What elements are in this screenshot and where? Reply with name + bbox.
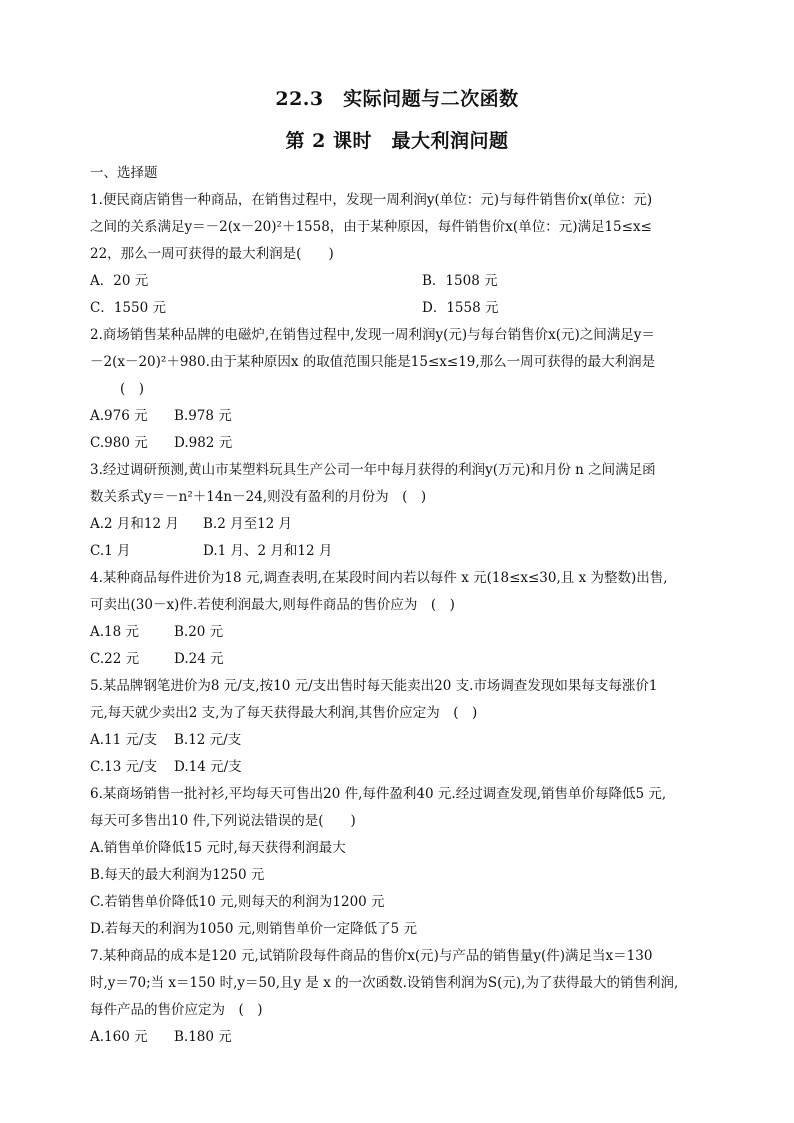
question-text-line: 时,y＝70;当 x＝150 时,y＝50,且y 是 x 的一次函数.设销售利润为S(元),为了获得最大的销售利润, [90, 975, 679, 991]
option-d: D.24 元 [174, 651, 224, 667]
option-a: A．20 元 [90, 273, 149, 289]
question-text-line: 每件产品的售价应定为 ( ) [90, 1002, 263, 1018]
option-a: A.18 元 [90, 624, 140, 640]
question-text-line: 之间的关系满足y＝－2(x－20)²＋1558，由于某种原因，每件销售价x(单位：元)满足15≤x≤ [90, 219, 652, 235]
question-text-line: 6.某商场销售一批衬衫,平均每天可售出20 件,每件盈利40 元.经过调查发现,销售单价每降低5 元, [90, 786, 667, 802]
options-row [90, 538, 704, 565]
option-b: B.978 元 [174, 408, 232, 424]
option-d: D．1558 元 [422, 300, 499, 316]
question-4 [90, 565, 704, 673]
question-text-line: 4.某种商品每件进价为18 元,调查表明,在某段时间内若以每件 x 元(18≤x≤30,且 x 为整数)出售, [90, 570, 668, 586]
question-text-line: 1.便民商店销售一种商品，在销售过程中，发现一周利润y(单位：元)与每件销售价x(单位：元) [90, 192, 653, 208]
question-3 [90, 457, 704, 565]
question-text-line: －2(x－20)²＋980.由于某种原因x 的取值范围只能是15≤x≤19,那么一周可获得的最大利润是 [90, 354, 656, 370]
options-row [90, 754, 704, 781]
options-row [90, 1024, 704, 1051]
option-c: C.13 元/支 [90, 759, 158, 775]
option-b: B.12 元/支 [174, 732, 242, 748]
question-text-line: 5.某品牌钢笔进价为8 元/支,按10 元/支出售时每天能卖出20 支.市场调查发现如果每支每涨价1 [90, 678, 658, 694]
option-a: A.2 月和12 月 [90, 516, 179, 532]
question-2 [90, 322, 704, 457]
question-6 [90, 781, 704, 943]
lesson-title: 22.3 实际问题与二次函数 [275, 88, 519, 110]
options-row [90, 268, 704, 295]
option-a: A.销售单价降低15 元时,每天获得利润最大 [90, 840, 346, 856]
option-d: D.14 元/支 [174, 759, 242, 775]
option-b: B.180 元 [174, 1029, 232, 1045]
question-text-line: 每天可多售出10 件,下列说法错误的是( ) [90, 813, 356, 829]
question-text-line: 可卖出(30－x)件.若使利润最大,则每件商品的售价应为 ( ) [90, 597, 455, 613]
options-row [90, 430, 704, 457]
options-row [90, 511, 704, 538]
option-b: B．1508 元 [422, 273, 498, 289]
option-c: C.1 月 [90, 543, 131, 559]
question-text-line: 2.商场销售某种品牌的电磁炉,在销售过程中,发现一周利润y(元)与每台销售价x(元)之间满足y＝ [90, 327, 655, 343]
option-d: D.若每天的利润为1050 元,则销售单价一定降低了5 元 [90, 921, 417, 937]
question-7 [90, 943, 704, 1051]
option-b: B.每天的最大利润为1250 元 [90, 867, 265, 883]
question-text-line: 7.某种商品的成本是120 元,试销阶段每件商品的售价x(元)与产品的销售量y(件)满足当x＝130 [90, 948, 653, 964]
options-row [90, 403, 704, 430]
option-d: D.1 月、2 月和12 月 [203, 543, 333, 559]
question-5 [90, 673, 704, 781]
options-row [90, 646, 704, 673]
option-b: B.2 月至12 月 [203, 516, 293, 532]
question-1 [90, 187, 704, 322]
option-c: C.22 元 [90, 651, 140, 667]
option-d: D.982 元 [174, 435, 233, 451]
options-row [90, 295, 704, 322]
content-body [90, 160, 704, 1051]
question-text-line: 3.经过调研预测,黄山市某塑料玩具生产公司一年中每月获得的利润y(万元)和月份 n 之间满足函 [90, 462, 656, 478]
question-text-line: 数关系式y＝－n²＋14n－24,则没有盈利的月份为 ( ) [90, 489, 427, 505]
question-text-line: 22，那么一周可获得的最大利润是( ) [90, 246, 334, 262]
option-c: C．1550 元 [90, 300, 166, 316]
option-a: A.11 元/支 [90, 732, 158, 748]
question-text-line: 元,每天就少卖出2 支,为了每天获得最大利润,其售价应定为 ( ) [90, 705, 478, 721]
options-row [90, 619, 704, 646]
option-a: A.976 元 [90, 408, 148, 424]
option-c: C.若销售单价降低10 元,则每天的利润为1200 元 [90, 894, 385, 910]
section-heading: 一、选择题 [90, 165, 158, 181]
options-row [90, 727, 704, 754]
option-c: C.980 元 [90, 435, 148, 451]
option-a: A.160 元 [90, 1029, 148, 1045]
lesson-subtitle: 第 2 课时 最大利润问题 [285, 130, 509, 152]
option-b: B.20 元 [174, 624, 224, 640]
answer-bracket: ( ) [120, 381, 145, 397]
